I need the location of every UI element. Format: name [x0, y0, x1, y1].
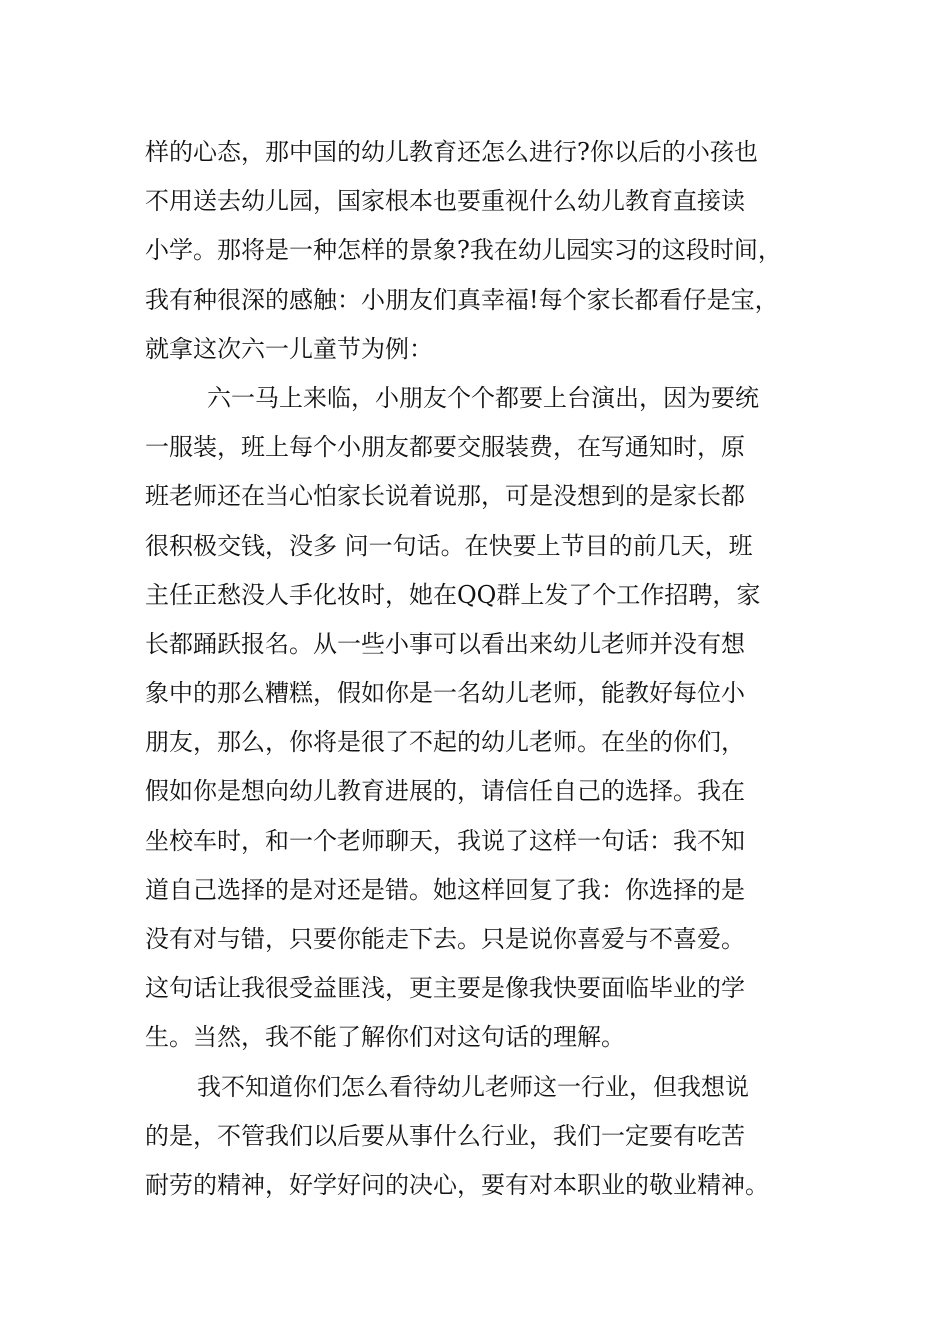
- text-line: 我有种很深的感触：小朋友们真幸福!每个家长都看仔是宝，: [145, 285, 779, 314]
- text-line: 主任正愁没人手化妆时，她在QQ群上发了个工作招聘，家: [145, 580, 761, 609]
- text-line: 假如你是想向幼儿教育进展的，请信任自己的选择。我在: [145, 777, 745, 806]
- text-line: 班老师还在当心怕家长说着说那，可是没想到的是家长都: [145, 482, 745, 511]
- document-body: [145, 128, 815, 1210]
- text-line: 的是，不管我们以后要从事什么行业，我们一定要有吃苦: [145, 1121, 745, 1150]
- text-line: 没有对与错，只要你能走下去。只是说你喜爱与不喜爱。: [145, 925, 745, 953]
- paragraph-first-line: 六一马上来临，小朋友个个都要上台演出，因为要统: [207, 383, 759, 412]
- text-line: 样的心态，那中国的幼儿教育还怎么进行?你以后的小孩也: [145, 138, 758, 166]
- text-line: 象中的那么糟糕，假如你是一名幼儿老师，能教好每位小: [145, 679, 745, 708]
- text-line: 耐劳的精神，好学好问的决心，要有对本职业的敬业精神。: [145, 1170, 769, 1199]
- text-line: 不用送去幼儿园，国家根本也要重视什么幼儿教育直接读: [145, 187, 745, 216]
- text-line: 长都踊跃报名。从一些小事可以看出来幼儿老师并没有想: [145, 629, 745, 658]
- text-line: 朋友，那么，你将是很了不起的幼儿老师。在坐的你们，: [145, 728, 745, 757]
- text-line: 一服装，班上每个小朋友都要交服装费，在写通知时，原: [145, 433, 745, 462]
- text-line: 很积极交钱，没多 问一句话。在快要上节目的前几天，班: [145, 531, 753, 560]
- text-line: 道自己选择的是对还是错。她这样回复了我：你选择的是: [145, 875, 745, 904]
- text-line: 生。当然，我不能了解你们对这句话的理解。: [145, 1023, 625, 1052]
- text-line: 就拿这次六一儿童节为例：: [145, 334, 433, 363]
- text-line: 坐校车时，和一个老师聊天，我说了这样一句话：我不知: [145, 826, 745, 855]
- text-line: 这句话让我很受益匪浅，更主要是像我快要面临毕业的学: [145, 974, 745, 1003]
- text-line: 小学。那将是一种怎样的景象?我在幼儿园实习的这段时间，: [145, 236, 782, 265]
- paragraph-first-line: 我不知道你们怎么看待幼儿老师这一行业，但我想说: [197, 1072, 749, 1101]
